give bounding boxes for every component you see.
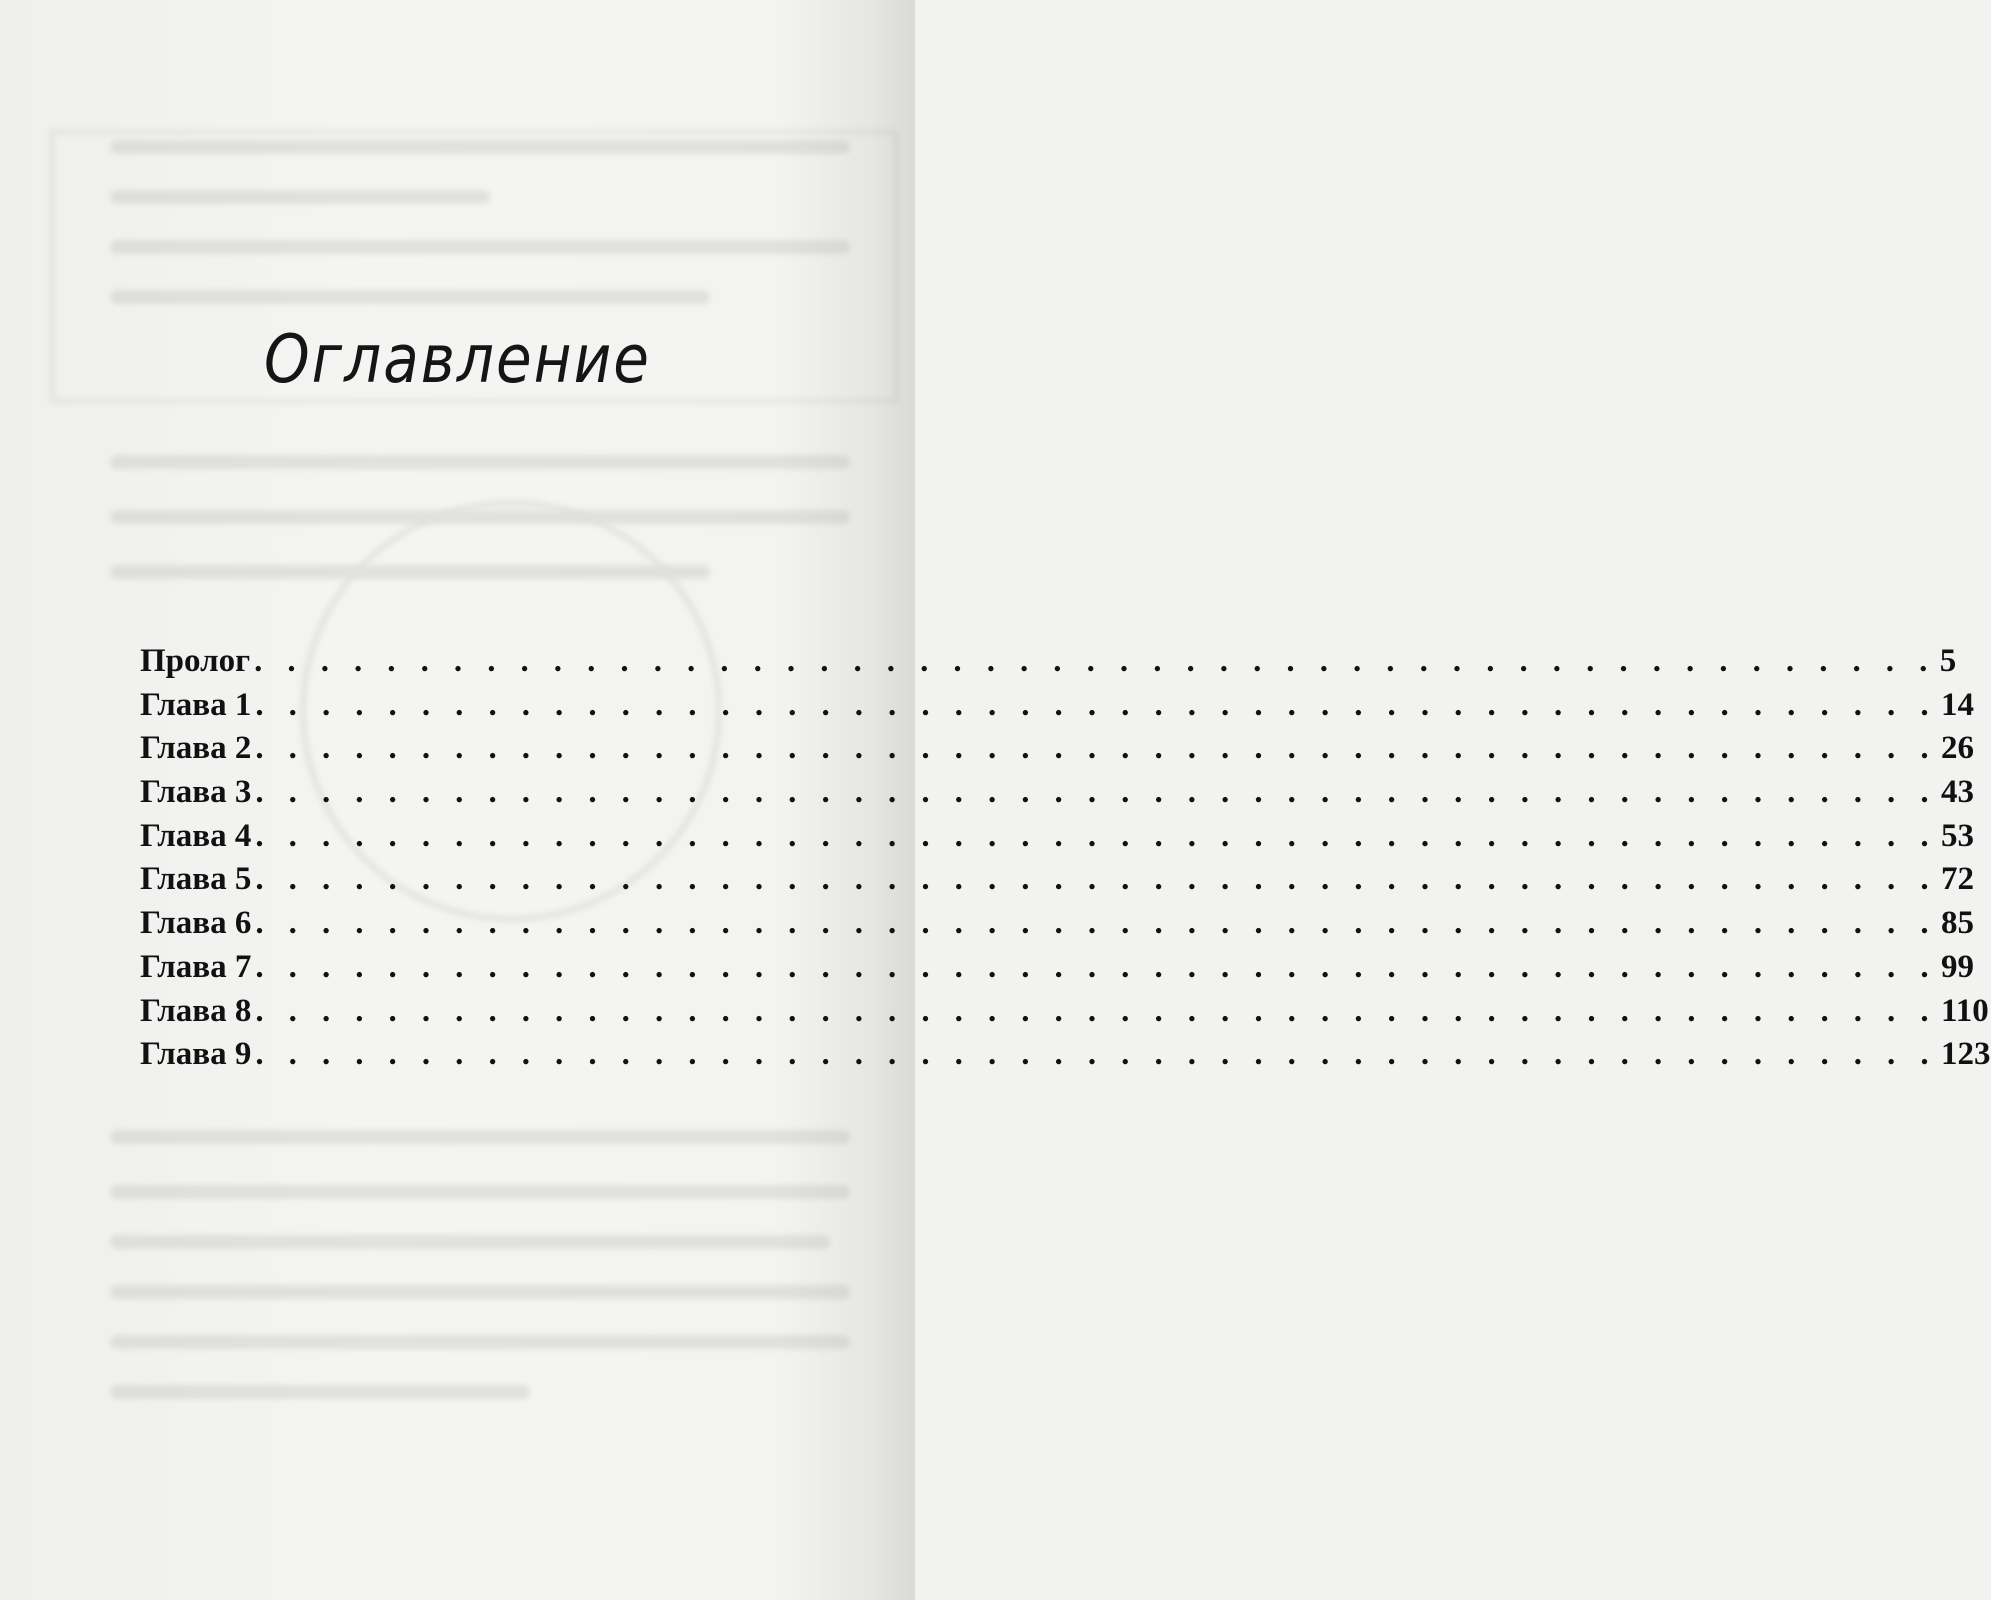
toc-entry-chapter-4[interactable] [140, 815, 1975, 859]
bleed-through-line [110, 1335, 850, 1349]
toc-entry-prologue[interactable] [140, 640, 1957, 684]
toc-leader-dots: . . . . . . . . . . . . . . . . . . . . . . . . . . . . . . . . . . . . . . . . . . . . . . . . . . . [254, 643, 1936, 679]
toc-leader-dots: . . . . . . . . . . . . . . . . . . . . . . . . . . . . . . . . . . . . . . . . . . . . . . . . . . . [255, 817, 1938, 854]
bleed-through-line [110, 1385, 530, 1399]
toc-leader-dots: . . . . . . . . . . . . . . . . . . . . . . . . . . . . . . . . . . . . . . . . . . . . . . . . . . . [255, 1036, 1938, 1073]
bleed-through-line [110, 240, 850, 254]
page-title: Оглавление [264, 319, 651, 399]
bleed-through-line [110, 1185, 850, 1199]
toc-entry-chapter-7[interactable] [140, 946, 1975, 990]
bleed-through-line [110, 1235, 830, 1249]
toc-entry-chapter-9[interactable] [140, 1033, 1991, 1077]
toc-leader-dots: . . . . . . . . . . . . . . . . . . . . . . . . . . . . . . . . . . . . . . . . . . . . . . . . . . . [255, 686, 1938, 723]
toc-entry-chapter-1[interactable] [140, 684, 1975, 728]
toc-page-number: 26 [1941, 730, 1975, 767]
toc-page-number: 43 [1941, 774, 1975, 811]
toc-entry-label: Глава 2 [140, 730, 252, 767]
bleed-through-line [110, 510, 850, 524]
toc-entry-label: Глава 8 [140, 992, 252, 1029]
toc-page-number: 99 [1941, 948, 1975, 985]
toc-leader-dots: . . . . . . . . . . . . . . . . . . . . . . . . . . . . . . . . . . . . . . . . . . . . . . . . . . . [255, 774, 1938, 811]
toc-page-number: 123 [1941, 1036, 1991, 1073]
bleed-through-line [110, 190, 490, 204]
toc-leader-dots: . . . . . . . . . . . . . . . . . . . . . . . . . . . . . . . . . . . . . . . . . . . . . . . . . . . [255, 730, 1938, 767]
toc-entry-chapter-3[interactable] [140, 771, 1975, 815]
toc-entry-chapter-5[interactable] [140, 858, 1975, 902]
toc-entry-label: Глава 1 [140, 686, 252, 723]
toc-leader-dots: . . . . . . . . . . . . . . . . . . . . . . . . . . . . . . . . . . . . . . . . . . . . . . . . . . . [255, 861, 1938, 898]
toc-entry-label: Глава 4 [140, 817, 252, 854]
toc-entry-label: Глава 9 [140, 1036, 252, 1073]
bleed-through-line [110, 140, 850, 154]
bleed-through-line [110, 455, 850, 469]
toc-leader-dots: . . . . . . . . . . . . . . . . . . . . . . . . . . . . . . . . . . . . . . . . . . . . . . . . . . . [255, 948, 1938, 985]
toc-page-number: 72 [1941, 861, 1975, 898]
toc-leader-dots: . . . . . . . . . . . . . . . . . . . . . . . . . . . . . . . . . . . . . . . . . . . . . . . . . . . [255, 905, 1938, 942]
toc-entry-label: Глава 6 [140, 905, 252, 942]
toc-entry-chapter-8[interactable] [140, 990, 1989, 1034]
toc-entry-label: Глава 7 [140, 948, 252, 985]
toc-page-number: 53 [1941, 817, 1975, 854]
toc-entry-chapter-2[interactable] [140, 727, 1975, 771]
bleed-through-line [110, 1285, 850, 1299]
toc-page-number: 5 [1939, 643, 1957, 679]
toc-page-number: 110 [1941, 992, 1989, 1029]
toc-entry-chapter-6[interactable] [140, 902, 1975, 946]
table-of-contents [140, 640, 1991, 1077]
toc-entry-label: Глава 5 [140, 861, 252, 898]
toc-page-number: 14 [1941, 686, 1975, 723]
bleed-through-line [110, 565, 710, 579]
toc-entry-label: Пролог [140, 643, 251, 679]
toc-leader-dots: . . . . . . . . . . . . . . . . . . . . . . . . . . . . . . . . . . . . . . . . . . . . . . . . . . . [255, 992, 1938, 1029]
toc-entry-label: Глава 3 [140, 774, 252, 811]
toc-page-number: 85 [1941, 905, 1975, 942]
bleed-through-line [110, 1130, 850, 1144]
bleed-through-line [110, 290, 710, 304]
